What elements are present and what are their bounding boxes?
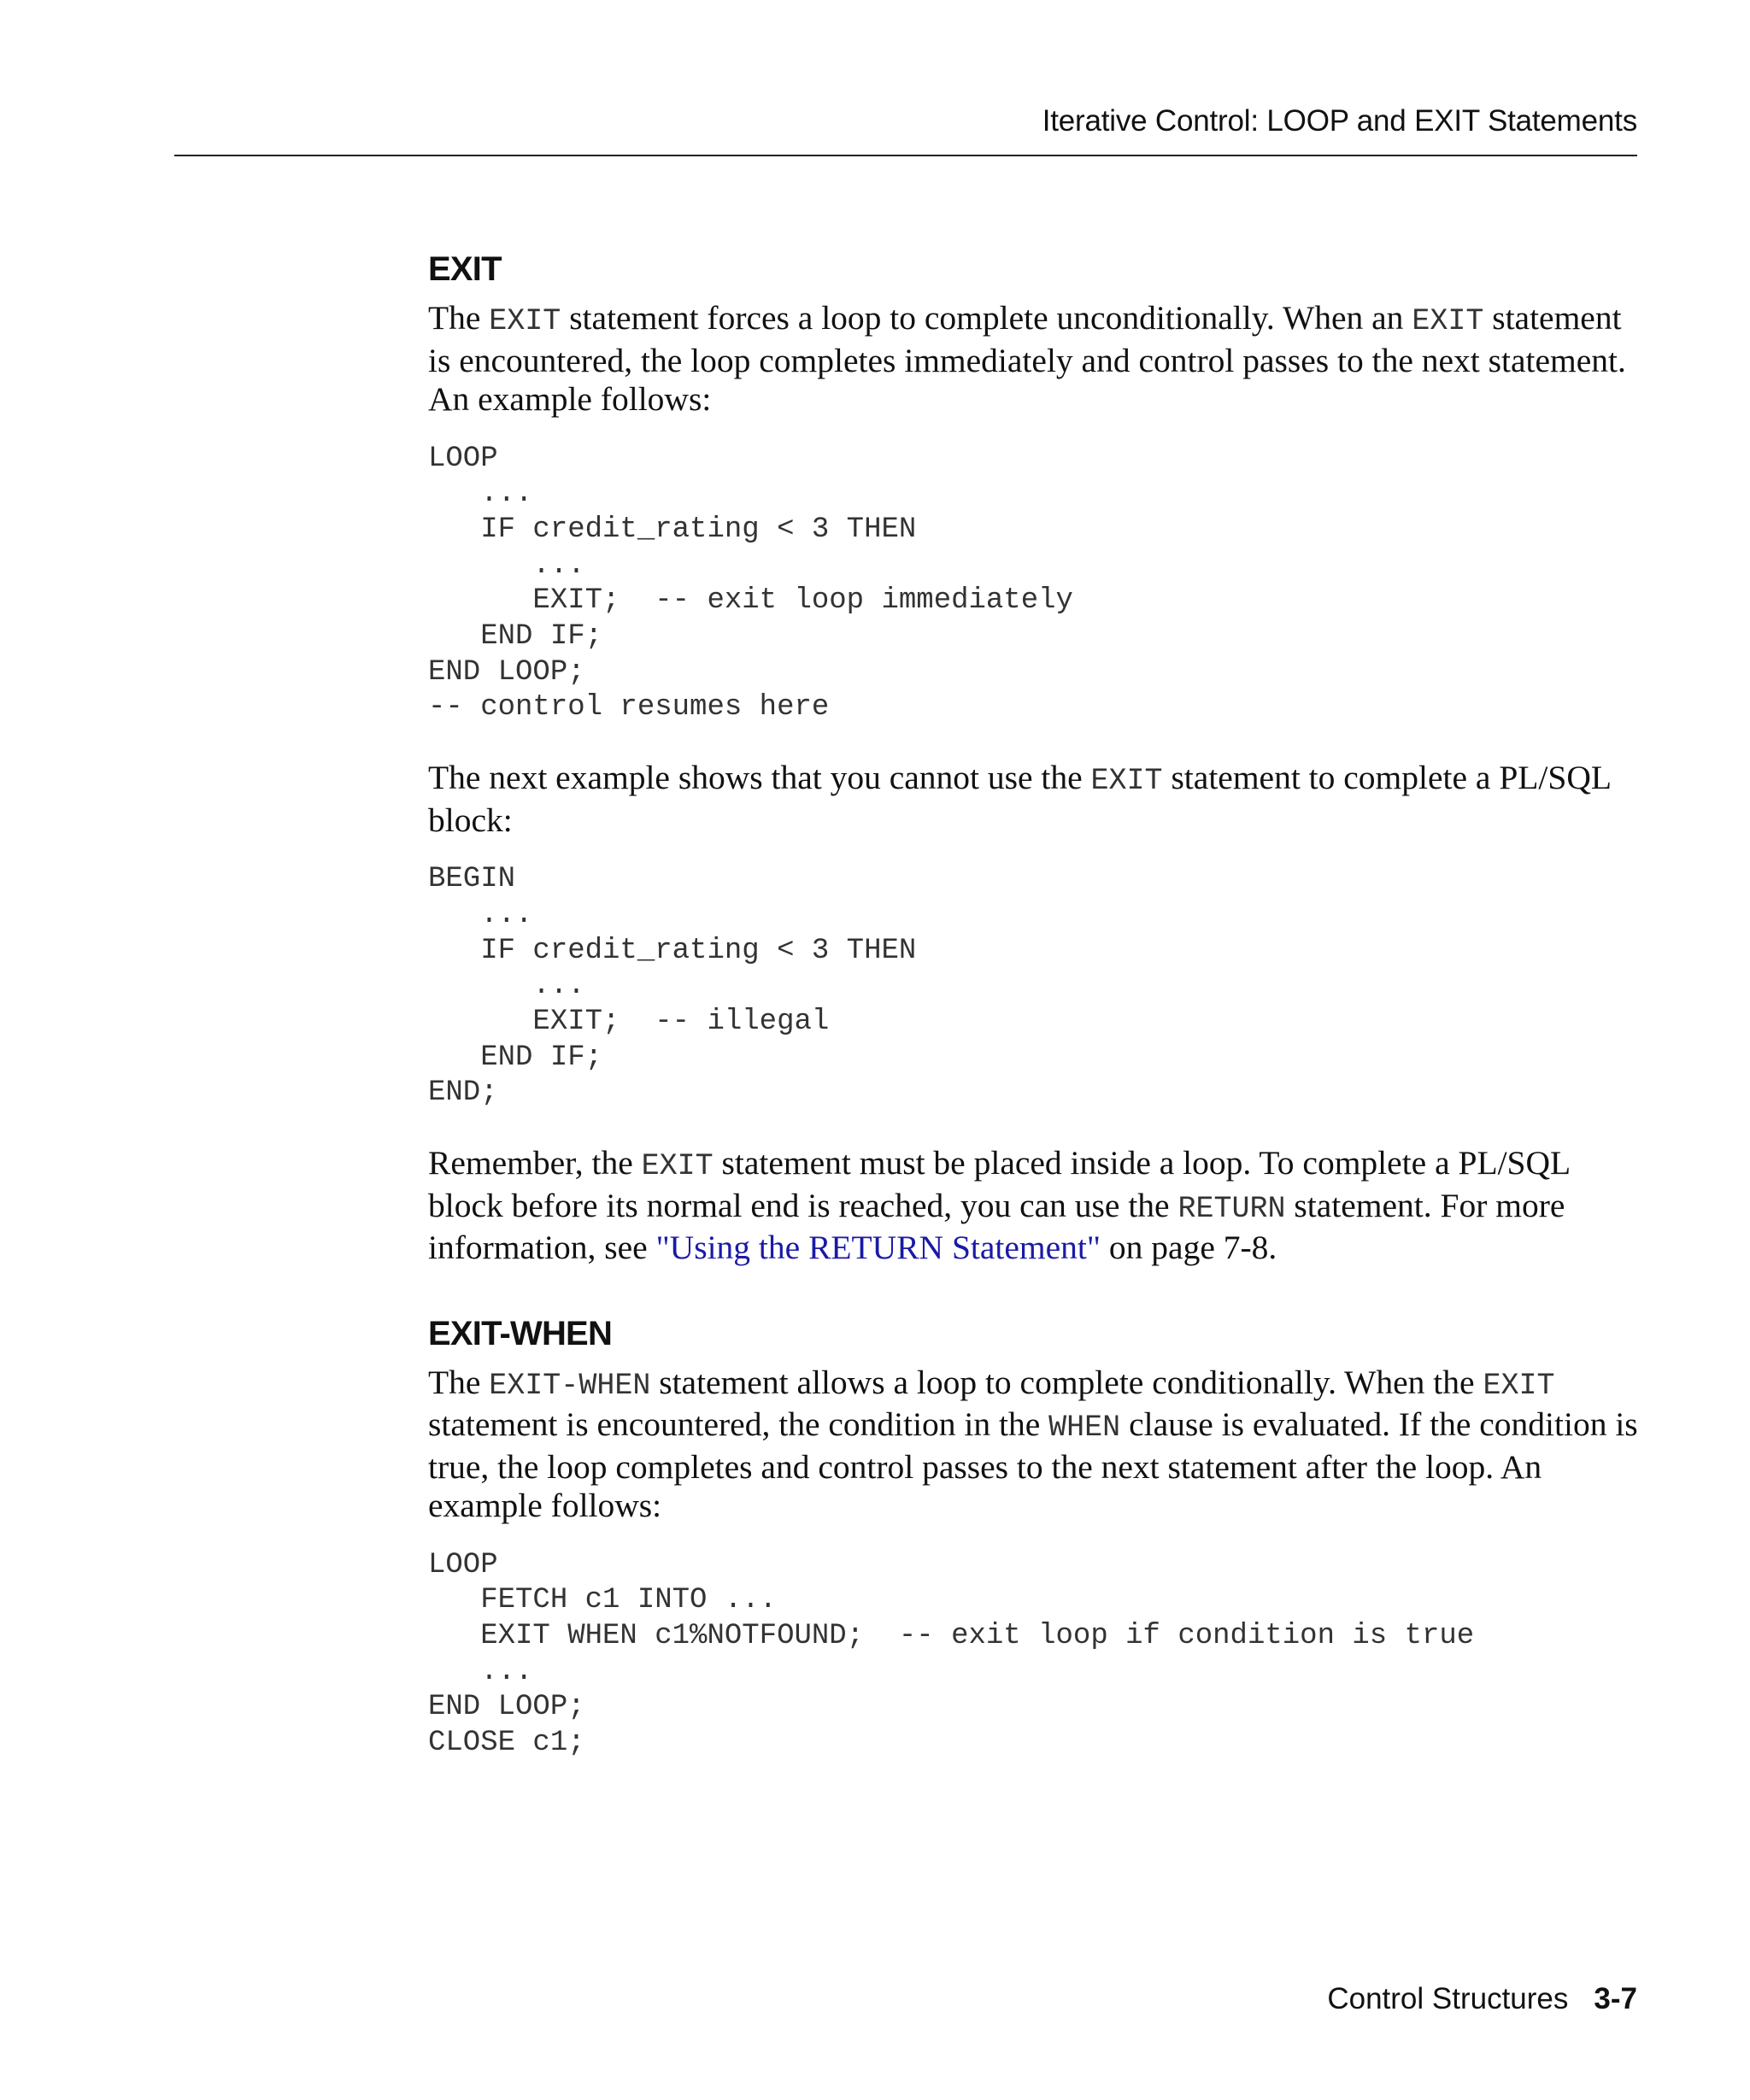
- text-run: The: [428, 299, 490, 337]
- inline-code: EXIT: [1090, 764, 1163, 799]
- inline-code: EXIT: [1412, 304, 1484, 338]
- text-run: statement forces a loop to complete unconditionally. When an: [561, 299, 1412, 337]
- text-run: statement allows a loop to complete conditionally. When the: [650, 1363, 1483, 1401]
- exit-when-heading: EXIT-WHEN: [428, 1314, 613, 1352]
- inline-code: WHEN: [1048, 1411, 1121, 1446]
- exit-when-intro-paragraph: [428, 1364, 1641, 1526]
- inline-code: RETURN: [1177, 1191, 1286, 1226]
- text-run: The: [428, 1363, 490, 1401]
- page-number: 3-7: [1594, 1982, 1637, 2015]
- inline-code: EXIT-WHEN: [489, 1368, 651, 1403]
- text-run: Remember, the: [428, 1144, 642, 1182]
- code-example-exit-loop: LOOP ... IF credit_rating < 3 THEN ... EXIT; -- exit loop immediately END IF; END LOOP; -- control resumes here: [428, 442, 1073, 724]
- footer-chapter-title: Control Structures: [1327, 1982, 1569, 2015]
- text-run: statement is encountered, the condition in the: [428, 1405, 1049, 1444]
- cross-reference-link[interactable]: "Using the RETURN Statement": [655, 1229, 1101, 1267]
- exit-block-paragraph: [428, 759, 1641, 840]
- text-run: clause is evaluated. If the condition is true, the loop completes and control passes to the next statement after the loop. An example follows:: [428, 1405, 1638, 1525]
- running-footer: [1327, 1982, 1637, 2016]
- text-run: statement is encountered, the loop completes immediately and control passes to the next statement. An example follows:: [428, 299, 1626, 418]
- text-run: on page 7-8.: [1101, 1229, 1277, 1267]
- text-run: statement must be placed inside a loop. To complete a PL/SQL block before its normal end is reached, you can use the: [428, 1144, 1570, 1224]
- text-run: The next example shows that you cannot use the: [428, 759, 1091, 797]
- exit-intro-paragraph: [428, 299, 1641, 419]
- code-example-exit-when: LOOP FETCH c1 INTO ... EXIT WHEN c1%NOTFOUND; -- exit loop if condition is true ... END LOOP; CLOSE c1;: [428, 1548, 1475, 1760]
- inline-code: EXIT: [489, 304, 561, 338]
- page-content: [428, 246, 1641, 1762]
- code-example-exit-illegal: BEGIN ... IF credit_rating < 3 THEN ... EXIT; -- illegal END IF; END;: [428, 863, 917, 1110]
- running-header: Iterative Control: LOOP and EXIT Statements: [1042, 104, 1637, 138]
- inline-code: EXIT: [641, 1149, 714, 1184]
- text-run: statement to complete a PL/SQL block:: [428, 759, 1611, 839]
- header-rule: [174, 155, 1637, 156]
- exit-remember-paragraph: [428, 1144, 1641, 1268]
- exit-heading: EXIT: [428, 250, 502, 288]
- text-run: statement. For more information, see: [428, 1186, 1565, 1267]
- inline-code: EXIT: [1483, 1368, 1555, 1403]
